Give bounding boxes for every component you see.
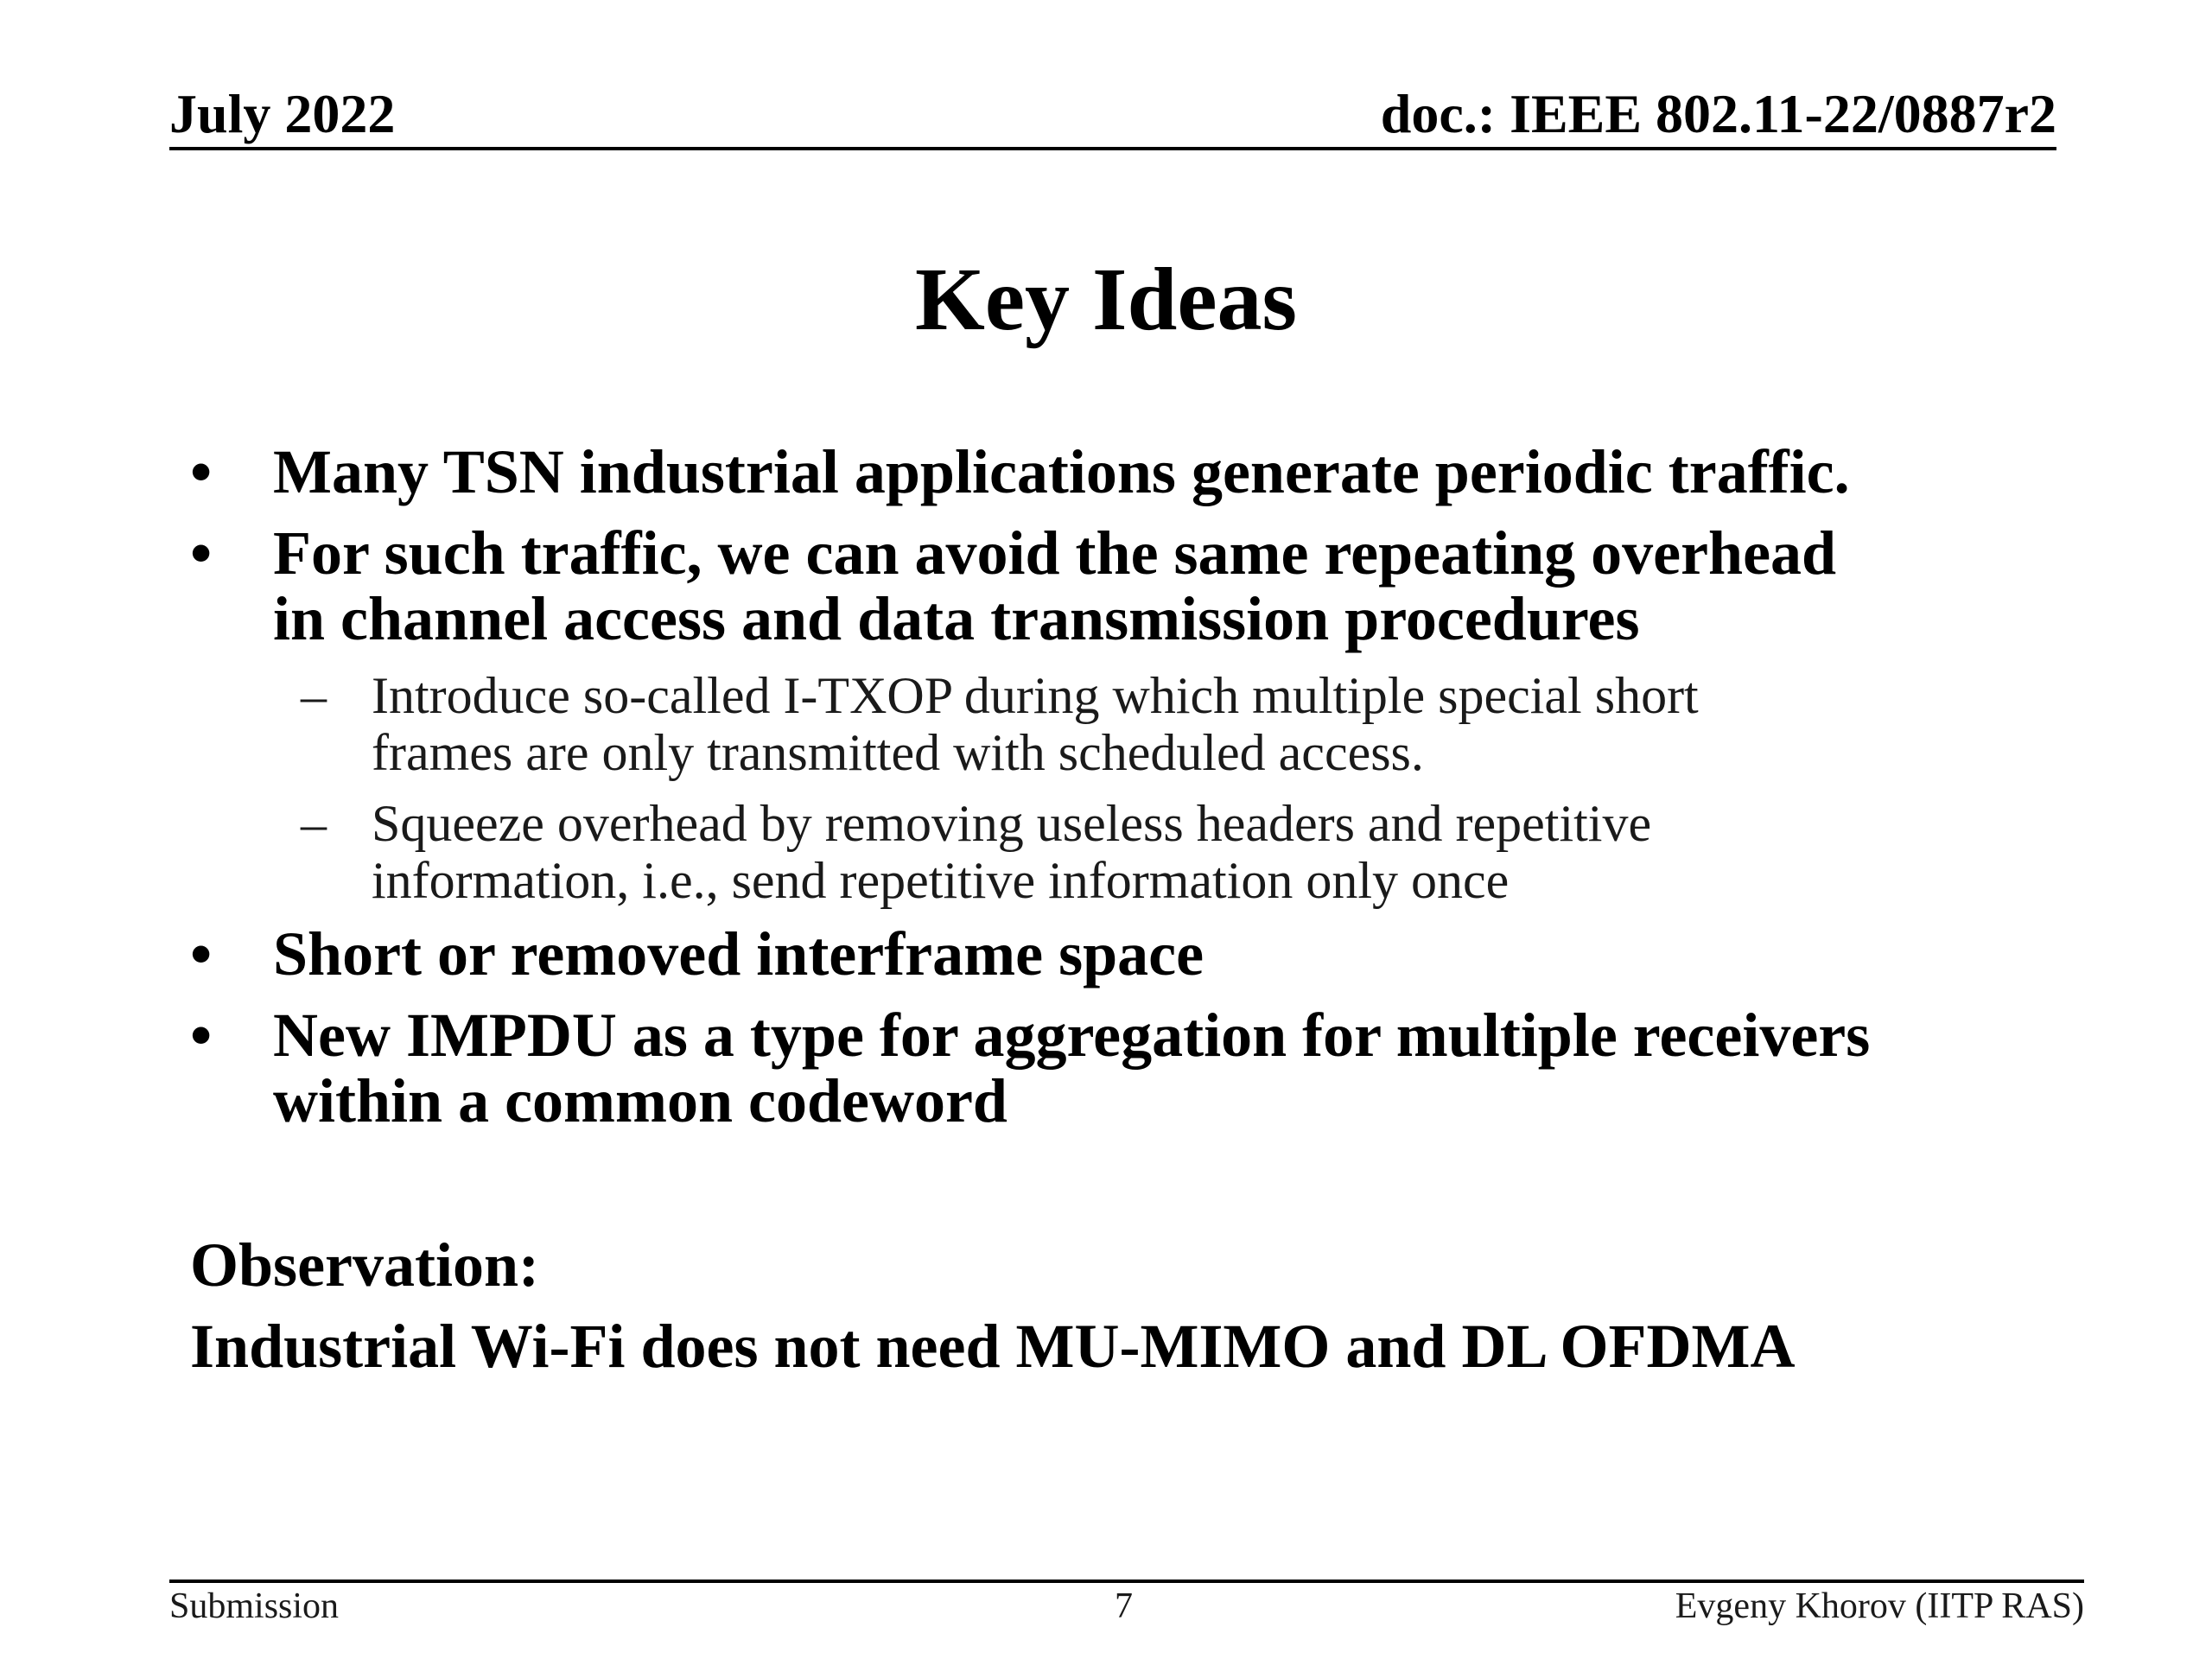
bullet-marker: • — [190, 518, 213, 588]
bullet-3-line-1: Short or removed interframe space — [273, 919, 1205, 988]
footer-page-number: 7 — [1115, 1586, 1133, 1626]
sub-bullet-1-line-2: frames are only transmitted with scheduled access. — [372, 724, 1424, 781]
footer-author: Evgeny Khorov (IITP RAS) — [1675, 1586, 2084, 1626]
bullet-2 — [273, 520, 1836, 652]
header-date: July 2022 — [169, 83, 396, 144]
observation-heading: Observation: — [190, 1230, 539, 1300]
bullet-marker: • — [190, 1001, 213, 1070]
observation-text: Industrial Wi-Fi does not need MU-MIMO and DL OFDMA — [190, 1312, 1796, 1381]
bullet-4-line-1: New IMPDU as a type for aggregation for multiple receivers — [273, 1001, 1871, 1070]
header-doc-id: doc.: IEEE 802.11-22/0887r2 — [1380, 83, 2056, 144]
header-divider — [169, 147, 2056, 150]
sub-bullet-marker: – — [301, 667, 327, 724]
slide-title: Key Ideas — [915, 250, 1297, 349]
sub-bullet-2-line-2: information, i.e., send repetitive information only once — [372, 852, 1510, 909]
bullet-4-line-2: within a common codeword — [273, 1066, 1007, 1135]
bullet-3 — [273, 921, 1204, 987]
sub-bullet-1 — [372, 667, 1699, 781]
footer-divider — [169, 1580, 2084, 1583]
footer-submission: Submission — [169, 1586, 340, 1626]
bullet-1-line-1: Many TSN industrial applications generate periodic traffic. — [273, 437, 1850, 506]
bullet-marker: • — [190, 437, 213, 506]
sub-bullet-2-line-1: Squeeze overhead by removing useless headers and repetitive — [372, 795, 1652, 852]
bullet-marker: • — [190, 919, 213, 988]
sub-bullet-marker: – — [301, 795, 327, 852]
bullet-1 — [273, 439, 1850, 505]
sub-bullet-2 — [372, 795, 1651, 909]
sub-bullet-1-line-1: Introduce so-called I-TXOP during which multiple special short — [372, 667, 1699, 724]
bullet-4 — [273, 1002, 1870, 1134]
bullet-2-line-2: in channel access and data transmission procedures — [273, 584, 1640, 653]
bullet-2-line-1: For such traffic, we can avoid the same repeating overhead — [273, 518, 1837, 588]
